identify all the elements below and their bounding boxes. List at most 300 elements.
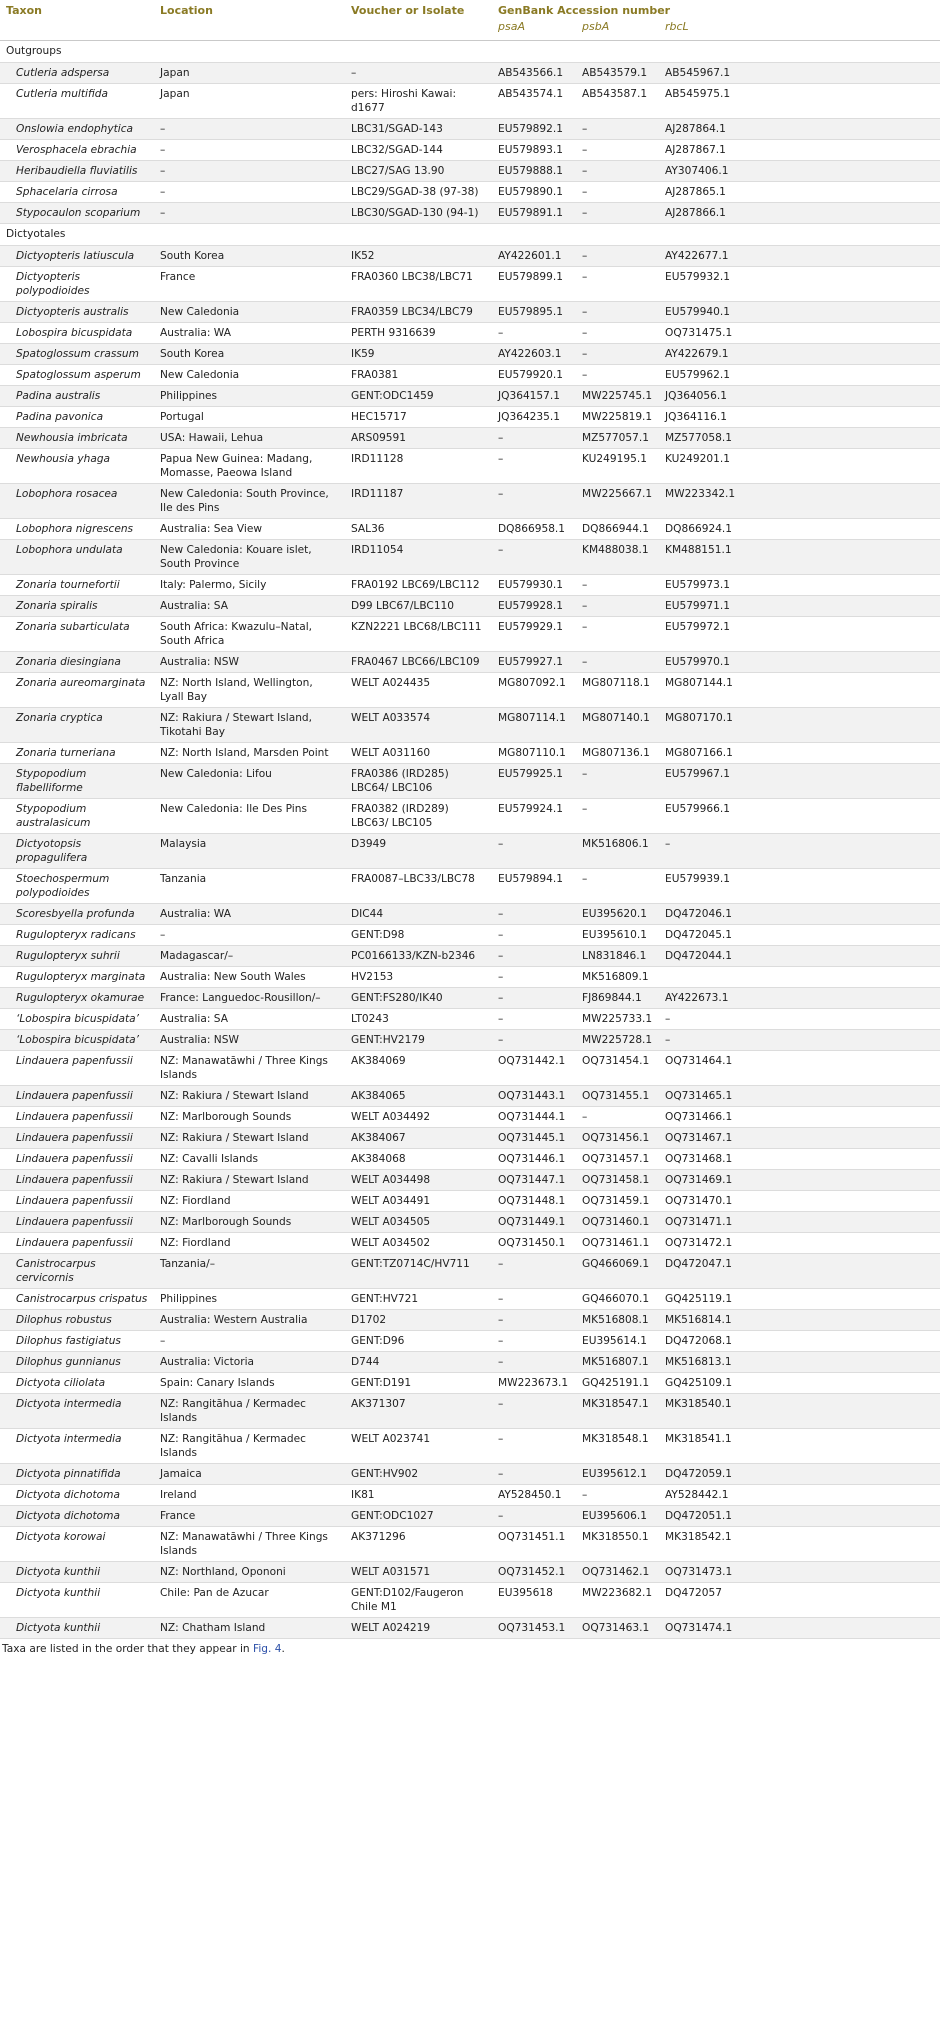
header-psbA: psbA [576,20,659,41]
location-cell: NZ: Northland, Opononi [154,1562,345,1583]
voucher-cell: IRD11187 [345,484,492,519]
voucher-cell: WELT A023741 [345,1429,492,1464]
location-cell: France: Languedoc-Rousillon/– [154,988,345,1009]
location-cell: Tanzania [154,869,345,904]
location-cell: France [154,267,345,302]
psaA-cell: – [492,1289,576,1310]
psaA-cell: – [492,1352,576,1373]
psaA-cell: OQ731449.1 [492,1212,576,1233]
rbcL-cell: EU579967.1 [659,764,940,799]
location-cell: NZ: Rangitāhua / Kermadec Islands [154,1394,345,1429]
location-cell: Australia: Western Australia [154,1310,345,1331]
rbcL-cell: AJ287865.1 [659,182,940,203]
psbA-cell: OQ731457.1 [576,1149,659,1170]
voucher-cell: AK371296 [345,1527,492,1562]
rbcL-cell: OQ731465.1 [659,1086,940,1107]
taxon-cell: Zonaria diesingiana [0,652,154,673]
rbcL-cell: AY422677.1 [659,246,940,267]
psaA-cell: AY528450.1 [492,1485,576,1506]
voucher-cell: GENT:TZ0714C/HV711 [345,1254,492,1289]
psbA-cell: MW225667.1 [576,484,659,519]
table-row [0,386,940,407]
location-cell: – [154,161,345,182]
voucher-cell: FRA0467 LBC66/LBC109 [345,652,492,673]
psaA-cell: AB543574.1 [492,84,576,119]
location-cell: NZ: Manawatāwhi / Three Kings Islands [154,1051,345,1086]
rbcL-cell: OQ731475.1 [659,323,940,344]
psbA-cell: – [576,119,659,140]
psbA-cell: – [576,203,659,224]
psaA-cell: – [492,925,576,946]
psbA-cell: OQ731454.1 [576,1051,659,1086]
psbA-cell: FJ869844.1 [576,988,659,1009]
taxon-cell: Dictyopteris latiuscula [0,246,154,267]
taxon-cell: Lobophora rosacea [0,484,154,519]
rbcL-cell: OQ731472.1 [659,1233,940,1254]
psbA-cell: MW225745.1 [576,386,659,407]
psbA-cell: – [576,764,659,799]
psbA-cell: MW225728.1 [576,1030,659,1051]
rbcL-cell: DQ866924.1 [659,519,940,540]
footnote-end: . [281,1643,285,1655]
psaA-cell: EU579924.1 [492,799,576,834]
voucher-cell: IK81 [345,1485,492,1506]
voucher-cell: D744 [345,1352,492,1373]
psbA-cell: KU249195.1 [576,449,659,484]
table-row [0,428,940,449]
rbcL-cell: OQ731471.1 [659,1212,940,1233]
psaA-cell: MG807092.1 [492,673,576,708]
psaA-cell: EU579893.1 [492,140,576,161]
location-cell: New Caledonia: Ile Des Pins [154,799,345,834]
rbcL-cell: DQ472051.1 [659,1506,940,1527]
psaA-cell: – [492,834,576,869]
rbcL-cell: DQ472059.1 [659,1464,940,1485]
voucher-cell: FRA0381 [345,365,492,386]
psbA-cell: AB543587.1 [576,84,659,119]
psaA-cell: – [492,1429,576,1464]
psbA-cell: – [576,1107,659,1128]
psbA-cell: – [576,365,659,386]
taxon-cell: Rugulopteryx okamurae [0,988,154,1009]
rbcL-cell: OQ731466.1 [659,1107,940,1128]
psbA-cell: OQ731459.1 [576,1191,659,1212]
rbcL-cell: DQ472047.1 [659,1254,940,1289]
rbcL-cell: DQ472045.1 [659,925,940,946]
psbA-cell: OQ731455.1 [576,1086,659,1107]
table-row [0,302,940,323]
rbcL-cell: OQ731473.1 [659,1562,940,1583]
psbA-cell: MK516807.1 [576,1352,659,1373]
table-row [0,834,940,869]
location-cell: New Caledonia [154,365,345,386]
table-row [0,246,940,267]
rbcL-cell: AY422673.1 [659,988,940,1009]
voucher-cell: GENT:D191 [345,1373,492,1394]
rbcL-cell: MG807144.1 [659,673,940,708]
table-row [0,1191,940,1212]
psbA-cell: MK516806.1 [576,834,659,869]
table-row [0,203,940,224]
rbcL-cell: EU579940.1 [659,302,940,323]
voucher-cell: AK384065 [345,1086,492,1107]
location-cell: Papua New Guinea: Madang, Momasse, Paeowa Island [154,449,345,484]
psbA-cell: EU395614.1 [576,1331,659,1352]
voucher-cell: FRA0386 (IRD285) LBC64/ LBC106 [345,764,492,799]
taxon-cell: Dictyotopsis propagulifera [0,834,154,869]
voucher-cell: PC0166133/KZN-b2346 [345,946,492,967]
table-footnote [0,1639,940,1655]
voucher-cell: PERTH 9316639 [345,323,492,344]
header-voucher: Voucher or Isolate [351,4,465,17]
location-cell: NZ: Manawatāwhi / Three Kings Islands [154,1527,345,1562]
location-cell: Malaysia [154,834,345,869]
psbA-cell: GQ425191.1 [576,1373,659,1394]
location-cell: NZ: Rakiura / Stewart Island [154,1170,345,1191]
rbcL-cell: MK516814.1 [659,1310,940,1331]
psaA-cell: EU579920.1 [492,365,576,386]
table-row [0,869,940,904]
table-row [0,1506,940,1527]
psbA-cell: OQ731460.1 [576,1212,659,1233]
psaA-cell: – [492,904,576,925]
voucher-cell: GENT:HV2179 [345,1030,492,1051]
location-cell: Australia: NSW [154,1030,345,1051]
header-psaA: psaA [492,20,576,41]
psbA-cell: OQ731463.1 [576,1618,659,1639]
rbcL-cell: GQ425119.1 [659,1289,940,1310]
taxon-cell: Lindauera papenfussii [0,1149,154,1170]
psaA-cell: EU579891.1 [492,203,576,224]
table-row [0,1352,940,1373]
psbA-cell: EU395612.1 [576,1464,659,1485]
location-cell: Philippines [154,386,345,407]
taxon-cell: Lindauera papenfussii [0,1051,154,1086]
taxon-cell: Stypocaulon scoparium [0,203,154,224]
table-row [0,267,940,302]
table-row [0,63,940,84]
psbA-cell: OQ731461.1 [576,1233,659,1254]
voucher-cell: AK384067 [345,1128,492,1149]
location-cell: NZ: North Island, Wellington, Lyall Bay [154,673,345,708]
location-cell: Australia: WA [154,904,345,925]
voucher-cell: GENT:D96 [345,1331,492,1352]
voucher-cell: LT0243 [345,1009,492,1030]
psbA-cell: MK516808.1 [576,1310,659,1331]
rbcL-cell: KM488151.1 [659,540,940,575]
taxon-cell: Lobophora undulata [0,540,154,575]
location-cell: Australia: NSW [154,652,345,673]
taxon-cell: Zonaria tournefortii [0,575,154,596]
voucher-cell: FRA0382 (IRD289) LBC63/ LBC105 [345,799,492,834]
rbcL-cell: MK318542.1 [659,1527,940,1562]
rbcL-cell: DQ472044.1 [659,946,940,967]
table-row [0,1128,940,1149]
rbcL-cell: AJ287867.1 [659,140,940,161]
psaA-cell: EU579890.1 [492,182,576,203]
psaA-cell: AY422603.1 [492,344,576,365]
rbcL-cell: AY422679.1 [659,344,940,365]
taxon-cell: Dictyopteris polypodioides [0,267,154,302]
voucher-cell: D3949 [345,834,492,869]
rbcL-cell: MG807170.1 [659,708,940,743]
location-cell: Ireland [154,1485,345,1506]
location-cell: – [154,925,345,946]
location-cell: NZ: Rangitāhua / Kermadec Islands [154,1429,345,1464]
voucher-cell: LBC32/SGAD-144 [345,140,492,161]
taxon-cell: Dictyota kunthii [0,1583,154,1618]
rbcL-cell: AY528442.1 [659,1485,940,1506]
voucher-cell: HV2153 [345,967,492,988]
psaA-cell: – [492,1310,576,1331]
psaA-cell: – [492,988,576,1009]
rbcL-cell: EU579962.1 [659,365,940,386]
taxon-cell: Cutleria multifida [0,84,154,119]
psaA-cell: EU579925.1 [492,764,576,799]
psbA-cell: EU395610.1 [576,925,659,946]
taxon-cell: Spatoglossum asperum [0,365,154,386]
taxon-cell: Lindauera papenfussii [0,1107,154,1128]
psaA-cell: EU579899.1 [492,267,576,302]
rbcL-cell: EU579971.1 [659,596,940,617]
psaA-cell: AY422601.1 [492,246,576,267]
table-row [0,449,940,484]
psbA-cell: MZ577057.1 [576,428,659,449]
table-row [0,1254,940,1289]
voucher-cell: FRA0087–LBC33/LBC78 [345,869,492,904]
psaA-cell: EU579930.1 [492,575,576,596]
header-rbcL: rbcL [659,20,940,41]
rbcL-cell: MK318540.1 [659,1394,940,1429]
taxon-cell: Dictyota intermedia [0,1429,154,1464]
taxon-cell: Dictyota korowai [0,1527,154,1562]
psbA-cell: – [576,182,659,203]
voucher-cell: WELT A034498 [345,1170,492,1191]
table-row [0,365,940,386]
taxon-cell: Dictyota ciliolata [0,1373,154,1394]
psaA-cell: – [492,967,576,988]
location-cell: – [154,140,345,161]
voucher-cell: SAL36 [345,519,492,540]
table-row [0,1086,940,1107]
location-cell: NZ: Marlborough Sounds [154,1212,345,1233]
location-cell: Portugal [154,407,345,428]
psaA-cell: OQ731450.1 [492,1233,576,1254]
psbA-cell: MK318550.1 [576,1527,659,1562]
voucher-cell: AK371307 [345,1394,492,1429]
psbA-cell: GQ466070.1 [576,1289,659,1310]
rbcL-cell: AY307406.1 [659,161,940,182]
voucher-cell: WELT A034502 [345,1233,492,1254]
voucher-cell: IRD11054 [345,540,492,575]
location-cell: USA: Hawaii, Lehua [154,428,345,449]
location-cell: NZ: Marlborough Sounds [154,1107,345,1128]
rbcL-cell: DQ472046.1 [659,904,940,925]
table-row [0,1289,940,1310]
location-cell: NZ: Cavalli Islands [154,1149,345,1170]
psaA-cell: – [492,428,576,449]
taxon-cell: Dictyota pinnatifida [0,1464,154,1485]
taxon-cell: Lindauera papenfussii [0,1191,154,1212]
location-cell: Australia: Sea View [154,519,345,540]
table-row [0,344,940,365]
location-cell: Japan [154,63,345,84]
location-cell: Japan [154,84,345,119]
psbA-cell: MG807118.1 [576,673,659,708]
table-header [0,0,940,41]
psbA-cell: EU395606.1 [576,1506,659,1527]
rbcL-cell: KU249201.1 [659,449,940,484]
taxon-cell: Lindauera papenfussii [0,1170,154,1191]
location-cell: Jamaica [154,1464,345,1485]
rbcL-cell: DQ472057 [659,1583,940,1618]
psbA-cell: MK318548.1 [576,1429,659,1464]
location-cell: New Caledonia: Lifou [154,764,345,799]
psbA-cell: – [576,267,659,302]
table-row [0,799,940,834]
rbcL-cell: JQ364056.1 [659,386,940,407]
taxon-cell: Sphacelaria cirrosa [0,182,154,203]
location-cell: France [154,1506,345,1527]
table-row [0,946,940,967]
rbcL-cell: EU579970.1 [659,652,940,673]
table-row [0,708,940,743]
taxon-cell: Padina australis [0,386,154,407]
psaA-cell: DQ866958.1 [492,519,576,540]
psaA-cell: EU579892.1 [492,119,576,140]
taxon-cell: Zonaria turneriana [0,743,154,764]
taxon-cell: Newhousia yhaga [0,449,154,484]
psaA-cell: OQ731447.1 [492,1170,576,1191]
psaA-cell: EU579894.1 [492,869,576,904]
table-row [0,673,940,708]
taxon-cell: Canistrocarpus cervicornis [0,1254,154,1289]
rbcL-cell: OQ731467.1 [659,1128,940,1149]
table-row [0,161,940,182]
taxon-cell: Lindauera papenfussii [0,1212,154,1233]
header-location: Location [160,4,213,17]
table-row [0,140,940,161]
psaA-cell: MG807110.1 [492,743,576,764]
voucher-cell: WELT A034492 [345,1107,492,1128]
rbcL-cell: EU579973.1 [659,575,940,596]
taxon-cell: Stoechospermum polypodioides [0,869,154,904]
table-row [0,1394,940,1429]
rbcL-cell: OQ731464.1 [659,1051,940,1086]
voucher-cell: IRD11128 [345,449,492,484]
table-row [0,519,940,540]
psbA-cell: GQ466069.1 [576,1254,659,1289]
voucher-cell: IK59 [345,344,492,365]
location-cell: Tanzania/– [154,1254,345,1289]
rbcL-cell: GQ425109.1 [659,1373,940,1394]
rbcL-cell: – [659,1030,940,1051]
table-row [0,925,940,946]
taxon-cell: Canistrocarpus crispatus [0,1289,154,1310]
location-cell: Madagascar/– [154,946,345,967]
psbA-cell: DQ866944.1 [576,519,659,540]
psbA-cell: – [576,323,659,344]
taxon-cell: Dictyopteris australis [0,302,154,323]
table-row [0,764,940,799]
table-row [0,182,940,203]
table-row [0,1527,940,1562]
table-row [0,1583,940,1618]
rbcL-cell: – [659,1009,940,1030]
psaA-cell: OQ731443.1 [492,1086,576,1107]
location-cell: NZ: Chatham Island [154,1618,345,1639]
voucher-cell: GENT:FS280/IK40 [345,988,492,1009]
voucher-cell: LBC31/SGAD-143 [345,119,492,140]
rbcL-cell: – [659,834,940,869]
voucher-cell: DIC44 [345,904,492,925]
voucher-cell: GENT:HV902 [345,1464,492,1485]
psaA-cell: OQ731453.1 [492,1618,576,1639]
taxon-cell: Zonaria cryptica [0,708,154,743]
location-cell: New Caledonia: South Province, Ile des Pins [154,484,345,519]
location-cell: Chile: Pan de Azucar [154,1583,345,1618]
psbA-cell: – [576,575,659,596]
voucher-cell: FRA0360 LBC38/LBC71 [345,267,492,302]
voucher-cell: FRA0192 LBC69/LBC112 [345,575,492,596]
rbcL-cell: EU579972.1 [659,617,940,652]
location-cell: – [154,1331,345,1352]
psaA-cell: OQ731446.1 [492,1149,576,1170]
psbA-cell: – [576,1485,659,1506]
taxon-cell: Spatoglossum crassum [0,344,154,365]
taxon-cell: Padina pavonica [0,407,154,428]
table-row [0,84,940,119]
location-cell: Australia: WA [154,323,345,344]
header-taxon: Taxon [6,4,42,17]
rbcL-cell: MG807166.1 [659,743,940,764]
psaA-cell: – [492,449,576,484]
table-row [0,575,940,596]
taxon-cell: Verosphacela ebrachia [0,140,154,161]
table-row [0,1051,940,1086]
psbA-cell: MG807140.1 [576,708,659,743]
table-body [0,41,940,1639]
location-cell: Australia: New South Wales [154,967,345,988]
rbcL-cell: EU579966.1 [659,799,940,834]
taxon-cell: ‘Lobospira bicuspidata’ [0,1009,154,1030]
psbA-cell: MW225733.1 [576,1009,659,1030]
voucher-cell: WELT A034491 [345,1191,492,1212]
psaA-cell: OQ731448.1 [492,1191,576,1212]
rbcL-cell: DQ472068.1 [659,1331,940,1352]
psbA-cell: MG807136.1 [576,743,659,764]
figure-link[interactable]: Fig. 4 [253,1643,282,1655]
taxon-cell: ‘Lobospira bicuspidata’ [0,1030,154,1051]
voucher-cell: WELT A031160 [345,743,492,764]
voucher-cell: KZN2221 LBC68/LBC111 [345,617,492,652]
taxon-cell: Rugulopteryx suhrii [0,946,154,967]
table-row [0,1212,940,1233]
psaA-cell: – [492,1331,576,1352]
psbA-cell: MW223682.1 [576,1583,659,1618]
taxon-cell: Heribaudiella fluviatilis [0,161,154,182]
psbA-cell: – [576,617,659,652]
location-cell: – [154,203,345,224]
location-cell: Australia: SA [154,596,345,617]
taxon-cell: Dictyota kunthii [0,1562,154,1583]
voucher-cell: FRA0359 LBC34/LBC79 [345,302,492,323]
taxon-cell: Rugulopteryx radicans [0,925,154,946]
voucher-cell: GENT:HV721 [345,1289,492,1310]
psaA-cell: JQ364157.1 [492,386,576,407]
rbcL-cell: OQ731474.1 [659,1618,940,1639]
table-row [0,1562,940,1583]
